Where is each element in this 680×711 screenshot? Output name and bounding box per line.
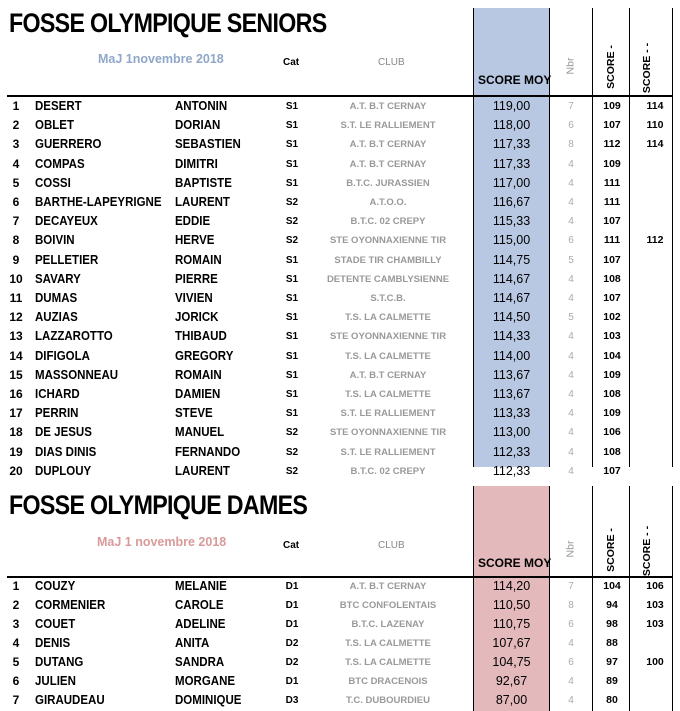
cell-nbr: 4 (568, 389, 574, 400)
cell-rank: 4 (12, 636, 20, 650)
cell-score: 107,67 (492, 636, 531, 650)
cell-prenom: STEVE (175, 406, 213, 421)
cell-cat: D3 (285, 695, 299, 706)
cell-s2 (636, 270, 674, 289)
cell-s1: 109 (603, 157, 621, 170)
cell-rank: 5 (12, 175, 20, 190)
cell-rank: 14 (9, 348, 23, 363)
cell-club: DETENTE CAMBLYSIENNE (326, 273, 450, 285)
cell-nbr: 7 (568, 101, 574, 112)
cell-rank: 2 (12, 118, 20, 133)
cell-nbr: 4 (568, 350, 574, 362)
cell-nom: MASSONNEAU (35, 367, 119, 382)
table-row (0, 423, 680, 442)
cell-prenom: JORICK (175, 310, 219, 325)
cell-nom: AUZIAS (35, 310, 78, 325)
cell-score: 104,75 (492, 655, 531, 669)
cell-nom: LAZZAROTTO (35, 329, 113, 344)
cell-nom: PELLETIER (35, 252, 99, 267)
cell-nom: BOIVIN (35, 233, 75, 248)
cell-rank: 10 (9, 271, 23, 286)
cell-score: 117,33 (492, 156, 531, 171)
cell-s2 (636, 672, 674, 691)
cell-s1: 97 (606, 656, 618, 668)
cell-nom: COMPAS (35, 156, 85, 171)
cell-score: 113,33 (492, 406, 531, 421)
cell-rank: 20 (9, 463, 23, 478)
header-club: CLUB (378, 57, 405, 68)
cell-rank: 8 (12, 233, 20, 248)
cell-rank: 13 (9, 329, 23, 344)
cell-cat: S2 (285, 465, 299, 477)
table-row (0, 615, 680, 634)
cell-cat: S1 (285, 408, 299, 420)
cell-prenom: ROMAIN (175, 252, 222, 267)
cell-nom: DENIS (35, 636, 71, 650)
cell-score: 114,75 (492, 252, 531, 267)
cell-prenom: PIERRE (175, 271, 218, 286)
cell-rank: 1 (12, 579, 20, 593)
cell-s2: 106 (646, 580, 664, 592)
cell-cat: S1 (285, 120, 299, 132)
header-score-1: SCORE - (604, 45, 617, 89)
cell-s2 (636, 193, 674, 212)
cell-s1: 103 (603, 330, 621, 343)
cell-club: STE OYONNAXIENNE TIR (329, 331, 447, 343)
cell-prenom: EDDIE (175, 214, 211, 229)
cell-s1: 104 (603, 580, 621, 592)
cell-club: STE OYONNAXIENNE TIR (329, 235, 447, 247)
cell-prenom: DOMINIQUE (175, 693, 242, 707)
cell-score: 117,33 (492, 137, 531, 152)
table-row (0, 308, 680, 327)
cell-nbr: 6 (568, 619, 574, 630)
cell-prenom: LAURENT (175, 463, 230, 478)
cell-score: 119,00 (492, 99, 531, 113)
section-title: FOSSE OLYMPIQUE SENIORS (9, 8, 327, 38)
cell-s1: 108 (603, 272, 621, 285)
cell-rank: 4 (12, 156, 20, 171)
cell-s2: 114 (646, 100, 664, 112)
cell-cat: S1 (285, 331, 299, 343)
cell-s1: 94 (606, 599, 618, 611)
cell-score: 115,33 (492, 214, 531, 229)
cell-s2 (636, 462, 674, 481)
cell-rank: 2 (12, 598, 20, 612)
cell-s1: 107 (603, 119, 621, 132)
cell-s2 (636, 443, 674, 462)
table-row (0, 653, 680, 672)
cell-nbr: 4 (568, 158, 574, 170)
cell-prenom: ROMAIN (175, 367, 222, 382)
cell-s1: 98 (606, 618, 618, 630)
cell-club: S.T.C.B. (370, 293, 406, 304)
cell-nbr: 4 (568, 369, 574, 381)
cell-cat: S1 (285, 177, 299, 189)
cell-rank: 7 (12, 214, 20, 229)
cell-cat: S2 (285, 427, 299, 439)
cell-s2 (636, 251, 674, 270)
cell-s1: 89 (606, 675, 618, 687)
cell-club: S.T. LE RALLIEMENT (340, 120, 436, 132)
cell-nbr: 8 (568, 600, 574, 611)
cell-prenom: MORGANE (175, 674, 236, 688)
table-row (0, 97, 680, 116)
cell-score: 117,00 (492, 175, 531, 190)
cell-rank: 9 (12, 252, 20, 267)
cell-nbr: 6 (568, 235, 574, 247)
cell-score: 110,75 (492, 617, 531, 631)
cell-s2 (636, 327, 674, 346)
cell-cat: S1 (285, 389, 299, 400)
cell-prenom: DORIAN (175, 118, 221, 133)
cell-nom: DESERT (35, 99, 82, 113)
cell-cat: S1 (285, 312, 299, 324)
cell-s2 (636, 366, 674, 385)
cell-rank: 3 (12, 137, 20, 152)
header-score-2: SCORE - - (641, 525, 654, 577)
cell-rank: 17 (9, 406, 23, 421)
cell-nom: GUERRERO (35, 137, 102, 152)
cell-cat: D1 (285, 581, 299, 592)
cell-s1: 109 (603, 407, 621, 420)
header-nbr: Nbr (564, 57, 577, 75)
table-row (0, 135, 680, 154)
cell-s1: 107 (603, 464, 621, 477)
cell-club: T.C. DUBOURDIEU (346, 695, 430, 706)
cell-score: 114,67 (492, 271, 531, 286)
cell-s1: 108 (603, 388, 621, 400)
cell-nom: DECAYEUX (35, 214, 98, 229)
cell-score: 110,50 (492, 598, 531, 612)
cell-prenom: ADELINE (175, 617, 226, 631)
table-row (0, 366, 680, 385)
cell-cat: S1 (285, 350, 299, 362)
cell-rank: 3 (12, 617, 20, 631)
cell-s2: 110 (646, 119, 664, 132)
cell-club: A.T. B.T CERNAY (349, 139, 427, 151)
cell-club: T.S. LA CALMETTE (345, 638, 431, 649)
cell-prenom: SEBASTIEN (175, 137, 241, 152)
cell-nom: COUET (35, 617, 76, 631)
cell-nbr: 4 (568, 676, 574, 687)
cell-cat: D1 (285, 676, 299, 687)
cell-prenom: MELANIE (175, 579, 227, 593)
cell-nbr: 6 (568, 120, 574, 132)
cell-s2 (636, 155, 674, 174)
table-row (0, 404, 680, 423)
cell-s2 (636, 212, 674, 231)
cell-cat: S2 (285, 235, 299, 247)
table-row (0, 270, 680, 289)
cell-cat: D1 (285, 619, 299, 630)
header-club: CLUB (378, 540, 405, 551)
cell-nom: COSSI (35, 175, 71, 190)
table-row (0, 385, 680, 404)
cell-score: 114,20 (492, 579, 531, 593)
cell-s1: 102 (603, 311, 621, 324)
cell-nbr: 6 (568, 657, 574, 668)
cell-nbr: 5 (568, 254, 574, 266)
cell-nbr: 4 (568, 695, 574, 706)
cell-club: A.T. B.T CERNAY (349, 369, 427, 381)
cell-prenom: DIMITRI (175, 156, 218, 171)
header-cat: Cat (283, 540, 300, 551)
cell-s1: 88 (606, 637, 618, 649)
cell-score: 112,33 (492, 463, 531, 478)
cell-prenom: ANTONIN (175, 99, 228, 113)
cell-nbr: 4 (568, 331, 574, 343)
cell-club: STADE TIR CHAMBILLY (334, 254, 442, 266)
cell-cat: D2 (285, 657, 299, 668)
cell-s2 (636, 174, 674, 193)
update-date: MaJ 1 novembre 2018 (97, 535, 227, 549)
cell-s2 (636, 404, 674, 423)
cell-nom: DIAS DINIS (35, 444, 97, 459)
cell-cat: S2 (285, 197, 299, 208)
cell-club: BTC DRACENOIS (348, 676, 428, 687)
cell-score: 112,33 (492, 444, 531, 459)
cell-prenom: SANDRA (175, 655, 225, 669)
cell-prenom: CAROLE (175, 598, 224, 612)
table-row (0, 174, 680, 193)
cell-nom: BARTHE-LAPEYRIGNE (35, 195, 162, 209)
cell-club: A.T. B.T CERNAY (349, 581, 427, 592)
cell-cat: S1 (285, 139, 299, 151)
header-score-2: SCORE - - (641, 42, 654, 94)
cell-club: S.T. LE RALLIEMENT (340, 446, 436, 458)
cell-cat: D2 (285, 638, 299, 649)
update-date: MaJ 1novembre 2018 (98, 52, 224, 66)
cell-s2: 114 (646, 138, 664, 151)
cell-rank: 19 (9, 444, 23, 459)
cell-nom: JULIEN (35, 674, 76, 688)
cell-score: 114,00 (492, 348, 531, 363)
cell-nom: OBLET (35, 118, 74, 133)
cell-s2 (636, 289, 674, 308)
cell-club: T.S. LA CALMETTE (345, 389, 431, 400)
cell-nom: DUMAS (35, 291, 78, 305)
header-score-moy: SCORE MOY (478, 73, 552, 87)
cell-s1: 107 (603, 253, 621, 266)
table-row (0, 672, 680, 691)
table-row (0, 347, 680, 366)
cell-s1: 80 (606, 694, 618, 706)
table-row (0, 691, 680, 710)
cell-s1: 109 (603, 100, 621, 112)
table-row (0, 231, 680, 250)
table-row (0, 577, 680, 596)
cell-s2 (636, 423, 674, 442)
cell-score: 87,00 (495, 693, 528, 707)
cell-club: S.T. LE RALLIEMENT (340, 408, 436, 420)
cell-club: T.S. LA CALMETTE (345, 350, 431, 362)
cell-nbr: 4 (568, 273, 574, 285)
table-row (0, 443, 680, 462)
cell-nom: SAVARY (35, 271, 81, 286)
cell-s2: 100 (646, 656, 664, 668)
cell-rank: 11 (9, 291, 23, 305)
cell-s1: 106 (603, 426, 621, 439)
cell-s1: 107 (603, 215, 621, 228)
cell-rank: 16 (9, 387, 23, 401)
cell-club: B.T.C. 02 CREPY (350, 465, 426, 477)
cell-nbr: 4 (568, 216, 574, 228)
table-row (0, 327, 680, 346)
cell-nbr: 4 (568, 408, 574, 420)
cell-s2 (636, 634, 674, 653)
cell-nbr: 8 (568, 139, 574, 151)
cell-s1: 109 (603, 368, 621, 381)
cell-rank: 7 (12, 693, 20, 707)
cell-score: 114,33 (492, 329, 531, 344)
cell-nom: DUTANG (35, 655, 84, 669)
cell-club: A.T.O.O. (369, 197, 407, 208)
cell-s1: 104 (603, 349, 621, 362)
cell-nom: ICHARD (35, 387, 80, 401)
cell-nom: GIRAUDEAU (35, 693, 105, 707)
cell-s1: 111 (603, 176, 621, 189)
section-title: FOSSE OLYMPIQUE DAMES (9, 490, 308, 520)
cell-nbr: 5 (568, 312, 574, 324)
cell-prenom: GREGORY (175, 348, 234, 363)
header-nbr: Nbr (564, 540, 577, 558)
cell-nbr: 4 (568, 197, 574, 208)
cell-s2: 103 (646, 599, 664, 611)
cell-nom: PERRIN (35, 406, 79, 421)
cell-club: T.S. LA CALMETTE (345, 657, 431, 668)
cell-cat: S1 (285, 369, 299, 381)
cell-s1: 107 (603, 292, 621, 304)
cell-prenom: LAURENT (175, 195, 230, 209)
cell-prenom: DAMIEN (175, 387, 221, 401)
cell-prenom: ANITA (175, 636, 210, 650)
cell-score: 114,50 (492, 310, 531, 325)
cell-nbr: 4 (568, 177, 574, 189)
cell-club: STE OYONNAXIENNE TIR (329, 427, 447, 439)
cell-s1: 112 (603, 138, 621, 151)
table-row (0, 116, 680, 135)
cell-score: 113,00 (492, 425, 531, 440)
header-score-1: SCORE - (604, 528, 617, 572)
cell-nbr: 4 (568, 638, 574, 649)
cell-score: 92,67 (495, 674, 528, 688)
cell-score: 114,67 (492, 291, 531, 305)
table-row (0, 462, 680, 481)
cell-nom: DIFIGOLA (35, 348, 90, 363)
cell-cat: D1 (285, 600, 299, 611)
cell-nom: DE JESUS (35, 425, 92, 440)
cell-rank: 18 (9, 425, 23, 440)
cell-s2 (636, 347, 674, 366)
cell-score: 113,67 (492, 387, 531, 401)
cell-nom: COUZY (35, 579, 76, 593)
table-row (0, 596, 680, 615)
cell-s2: 103 (646, 618, 664, 630)
cell-nbr: 4 (568, 293, 574, 304)
cell-club: A.T. B.T CERNAY (349, 158, 427, 170)
cell-nom: DUPLOUY (35, 463, 92, 478)
cell-s1: 108 (603, 445, 621, 458)
cell-nbr: 4 (568, 446, 574, 458)
cell-rank: 6 (12, 674, 20, 688)
cell-club: A.T. B.T CERNAY (349, 101, 427, 112)
table-row (0, 289, 680, 308)
cell-score: 118,00 (492, 118, 531, 133)
cell-cat: S2 (285, 216, 299, 228)
cell-rank: 6 (12, 195, 20, 209)
cell-prenom: HERVE (175, 233, 215, 248)
cell-cat: S1 (285, 101, 299, 112)
cell-cat: S1 (285, 158, 299, 170)
table-row (0, 251, 680, 270)
table-row (0, 193, 680, 212)
cell-rank: 5 (12, 655, 20, 669)
cell-s2: 112 (646, 234, 664, 247)
cell-club: B.T.C. JURASSIEN (346, 177, 430, 189)
cell-s1: 111 (603, 196, 621, 208)
cell-nbr: 4 (568, 465, 574, 477)
cell-nbr: 7 (568, 581, 574, 592)
header-score-moy: SCORE MOY (478, 556, 552, 570)
cell-cat: S2 (285, 446, 299, 458)
cell-rank: 1 (12, 99, 20, 113)
cell-prenom: THIBAUD (175, 329, 227, 344)
cell-rank: 12 (9, 310, 23, 325)
table-row (0, 155, 680, 174)
table-row (0, 212, 680, 231)
cell-s1: 111 (603, 234, 621, 247)
cell-s2 (636, 691, 674, 710)
table-row (0, 634, 680, 653)
cell-prenom: VIVIEN (175, 291, 213, 305)
cell-cat: S1 (285, 293, 299, 304)
cell-prenom: BAPTISTE (175, 175, 232, 190)
cell-cat: S1 (285, 273, 299, 285)
cell-cat: S1 (285, 254, 299, 266)
cell-club: BTC CONFOLENTAIS (339, 600, 437, 611)
header-cat: Cat (283, 57, 300, 68)
cell-club: B.T.C. LAZENAY (351, 619, 425, 630)
cell-rank: 15 (9, 367, 23, 382)
cell-nbr: 4 (568, 427, 574, 439)
cell-score: 116,67 (492, 195, 531, 209)
cell-score: 115,00 (492, 233, 531, 248)
cell-club: B.T.C. 02 CREPY (350, 216, 426, 228)
cell-prenom: MANUEL (175, 425, 225, 440)
cell-s2 (636, 308, 674, 327)
cell-club: T.S. LA CALMETTE (345, 312, 431, 324)
cell-score: 113,67 (492, 367, 531, 382)
cell-nom: CORMENIER (35, 598, 106, 612)
cell-prenom: FERNANDO (175, 444, 241, 459)
cell-s2 (636, 385, 674, 404)
